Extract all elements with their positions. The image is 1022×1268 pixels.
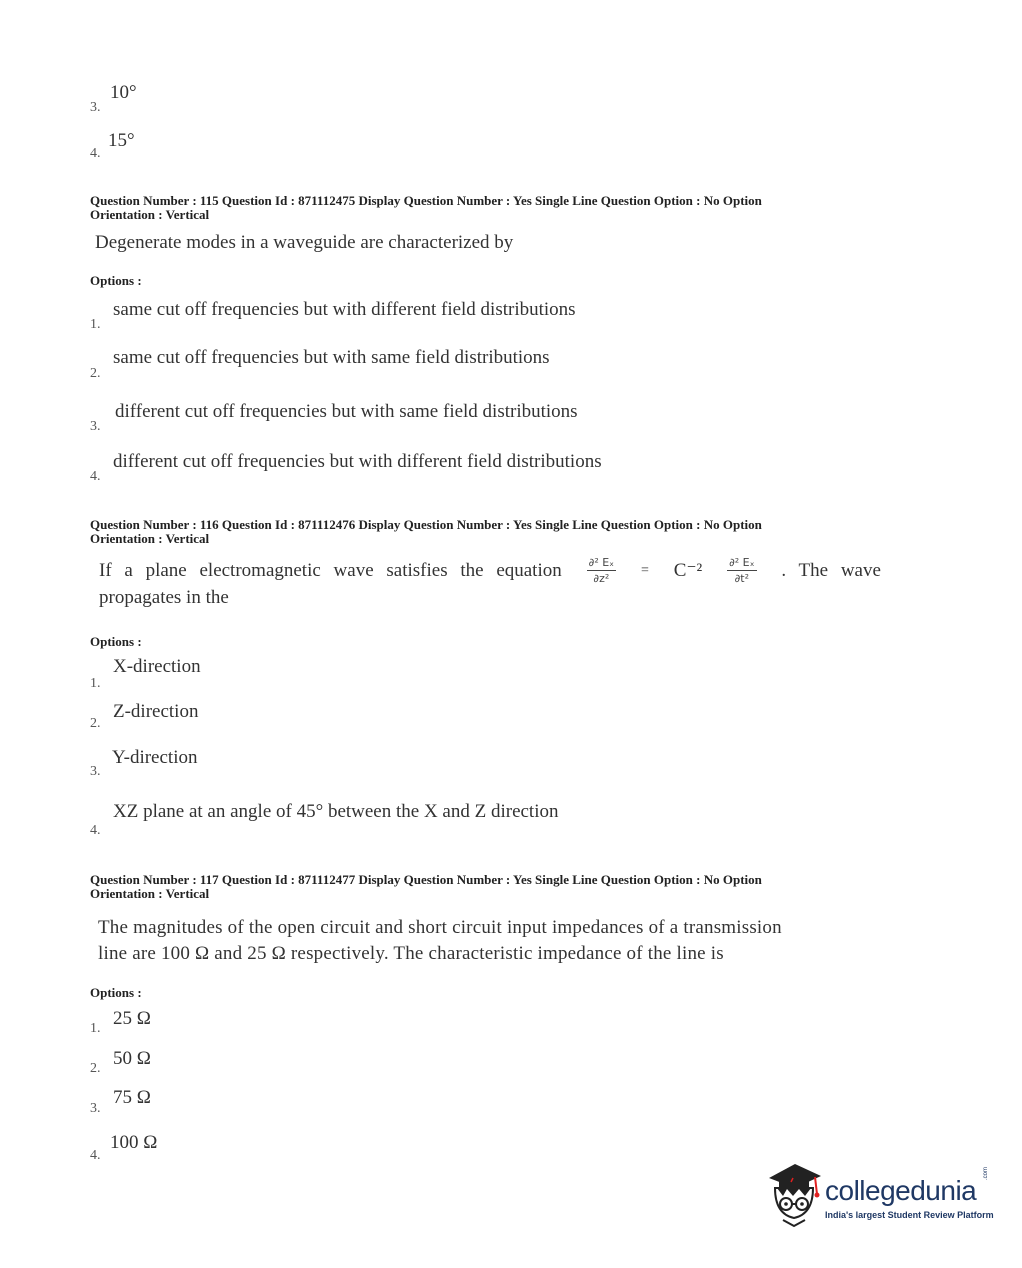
option-text: different cut off frequencies but with different field distributions (113, 451, 602, 472)
option-text: 100 Ω (110, 1132, 158, 1153)
question-meta-line1: Question Number : 117 Question Id : 871112477 Display Question Number : Yes Single Line Question Option : No Option (90, 872, 762, 887)
option-text: 50 Ω (113, 1048, 151, 1069)
option-number: 1. (90, 1021, 101, 1036)
equation-coefficient: C⁻² (673, 560, 703, 581)
option-text: different cut off frequencies but with same field distributions (115, 401, 578, 422)
mascot-icon (765, 1160, 823, 1228)
logo-tagline: India's largest Student Review Platform (825, 1210, 994, 1220)
option-number: 1. (90, 317, 101, 332)
option-number: 3. (90, 1101, 101, 1116)
option-text: X-direction (113, 656, 201, 677)
option-text: 25 Ω (113, 1008, 151, 1029)
question-meta-line1: Question Number : 115 Question Id : 871112475 Display Question Number : Yes Single Line Question Option : No Option (90, 193, 762, 208)
question-text (98, 915, 782, 967)
option-text: Z-direction (113, 701, 199, 722)
options-label: Options : (90, 273, 142, 288)
question-meta-line2: Orientation : Vertical (90, 531, 210, 546)
option-text: 75 Ω (113, 1087, 151, 1108)
question-meta (90, 873, 890, 901)
option-text: 15° (108, 130, 135, 151)
collegedunia-logo (765, 1160, 995, 1230)
equals-sign: = (640, 562, 649, 578)
question-meta-line1: Question Number : 116 Question Id : 871112476 Display Question Number : Yes Single Line Question Option : No Option (90, 517, 762, 532)
option-number: 4. (90, 1148, 101, 1163)
option-text: Y-direction (112, 747, 198, 768)
option-number: 3. (90, 100, 101, 115)
question-text: Degenerate modes in a waveguide are characterized by (95, 232, 514, 253)
question-meta (90, 518, 890, 546)
option-number: 3. (90, 419, 101, 434)
option-text: same cut off frequencies but with different field distributions (113, 299, 576, 320)
options-label: Options : (90, 985, 142, 1000)
options-label: Options : (90, 634, 142, 649)
question-meta-line2: Orientation : Vertical (90, 886, 210, 901)
option-text: 10° (110, 82, 137, 103)
partial-derivative-fraction: $\frac{\text{∂² Eₓ}}{\text{∂z²}}$ (588, 556, 615, 585)
option-number: 3. (90, 764, 101, 779)
option-number: 2. (90, 366, 101, 381)
question-text-line1: The magnitudes of the open circuit and short circuit input impedances of a transmission (98, 917, 782, 938)
question-meta-line2: Orientation : Vertical (90, 207, 210, 222)
question-text-part: . The wave (781, 559, 881, 581)
option-number: 1. (90, 676, 101, 691)
partial-derivative-fraction: $\frac{\text{∂² Eₓ}}{\text{∂t²}}$ (729, 556, 755, 585)
question-text (99, 556, 881, 609)
question-text-line2: line are 100 Ω and 25 Ω respectively. The characteristic impedance of the line is (98, 943, 724, 964)
question-text-line2: propagates in the (99, 587, 229, 608)
option-number: 4. (90, 823, 101, 838)
question-text-part: If a plane electromagnetic wave satisfies the equation (99, 559, 562, 581)
option-number: 2. (90, 716, 101, 731)
option-number: 2. (90, 1061, 101, 1076)
logo-wordmark: collegedunia (825, 1175, 977, 1206)
option-text: same cut off frequencies but with same field distributions (113, 347, 550, 368)
logo-dotcom: .com (983, 1166, 989, 1180)
option-number: 4. (90, 469, 101, 484)
option-number: 4. (90, 146, 101, 161)
question-meta (90, 194, 890, 222)
option-text: XZ plane at an angle of 45° between the X and Z direction (113, 801, 559, 822)
